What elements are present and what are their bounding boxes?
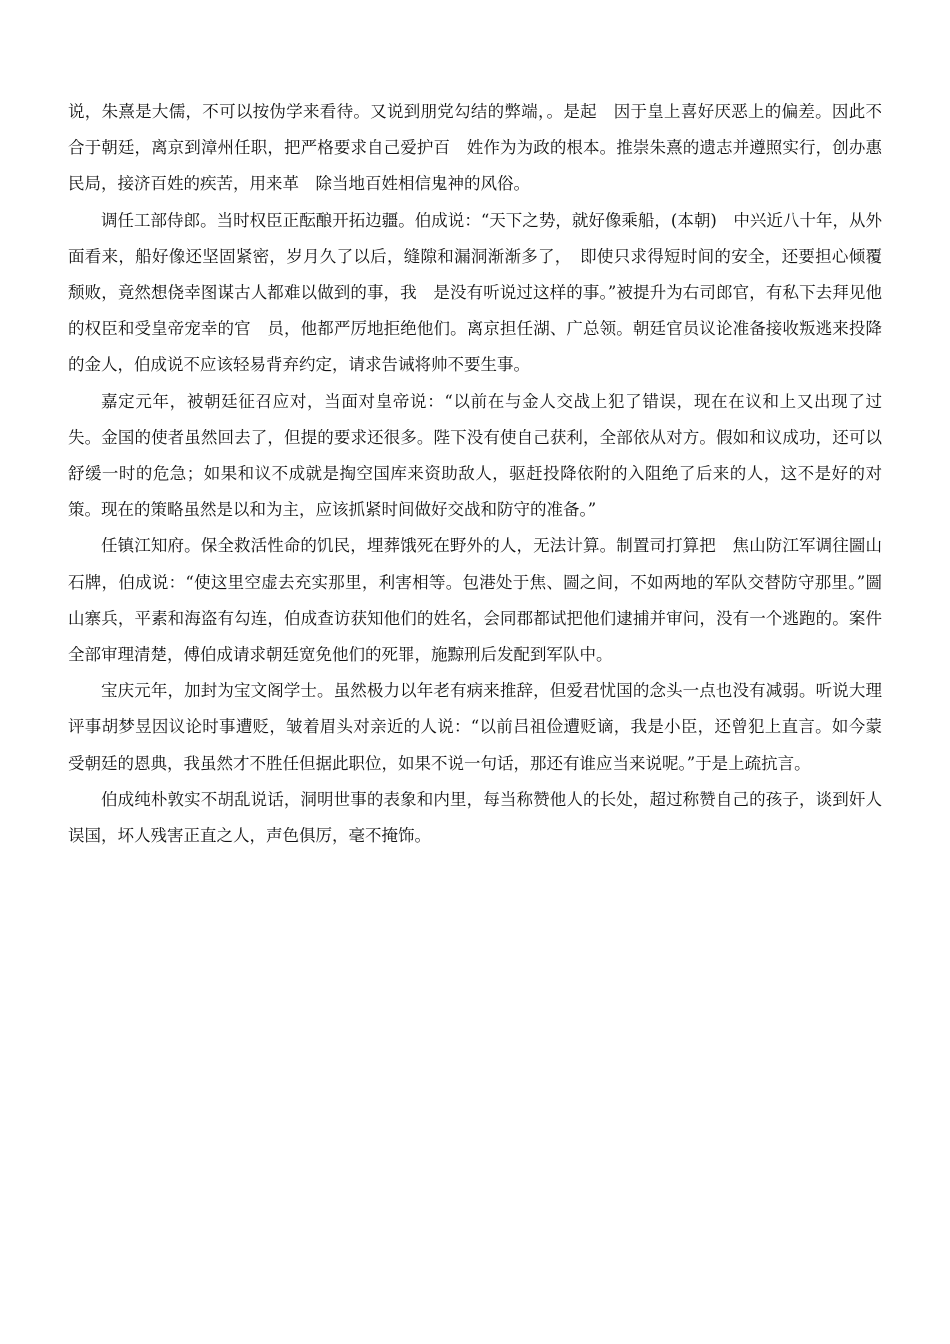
document-body — [68, 94, 882, 854]
paragraph: 调任工部侍郎。当时权臣正酝酿开拓边疆。伯成说：“天下之势，就好像乘船，(本朝) 中兴近八十年，从外面看来，船好像还坚固紧密，岁月久了以后，缝隙和漏洞渐渐多了， 即使只求得短时间的安全，还要担心倾覆颓败，竟然想侥幸图谋古人都难以做到的事，我 是没有听说过这样的事。”被提升为右司郎官，有私下去拜见他的权臣和受皇帝宠幸的官 员，他都严厉地拒绝他们。离京担任湖、广总领。朝廷官员议论准备接收叛逃来投降的金人，伯成说不应该轻易背弃约定，请求告诫将帅不要生事。 — [68, 210, 882, 375]
paragraph: 说，朱熹是大儒，不可以按伪学来看待。又说到朋党勾结的弊端，。是起 因于皇上喜好厌恶上的偏差。因此不合于朝廷，离京到漳州任职，把严格要求自己爱护百 姓作为为政的根本。推崇朱熹的遗志并遵照实行，创办惠民局，接济百姓的疾苦，用来革 除当地百姓相信鬼神的风俗。 — [68, 102, 882, 194]
paragraph: 嘉定元年，被朝廷征召应对，当面对皇帝说：“以前在与金人交战上犯了错误，现在在议和上又出现了过失。金国的使者虽然回去了，但提的要求还很多。陛下没有使自己获利，全部依从对方。假如和议成功，还可以舒缓一时的危急；如果和议不成就是掏空国库来资助敌人，驱赶投降依附的入阻绝了后来的人，这不是好的对策。现在的策略虽然是以和为主，应该抓紧时间做好交战和防守的准备。” — [68, 391, 882, 520]
paragraph: 任镇江知府。保全救活性命的饥民，埋葬饿死在野外的人，无法计算。制置司打算把 焦山防江军调往圌山石牌，伯成说：“使这里空虚去充实那里，利害相等。包港处于焦、圌之间，不如两地的军队交替防守那里。”圌山寨兵，平素和海盗有勾连，伯成查访获知他们的姓名，会同郡都试把他们逮捕并审问，没有一个逃跑的。案件全部审理清楚，傅伯成请求朝廷宽免他们的死罪，施黥刑后发配到军队中。 — [68, 536, 882, 665]
paragraph: 伯成纯朴敦实不胡乱说话，洞明世事的表象和内里，每当称赞他人的长处，超过称赞自己的孩子，谈到奸人误国，坏人残害正直之人，声色俱厉，毫不掩饰。 — [68, 789, 882, 846]
paragraph: 宝庆元年，加封为宝文阁学士。虽然极力以年老有病来推辞，但爱君忧国的念头一点也没有减弱。听说大理评事胡梦昱因议论时事遭贬，皱着眉头对亲近的人说：“以前吕祖俭遭贬谪，我是小臣，还曾犯上直言。如今蒙受朝廷的恩典，我虽然才不胜任但据此职位，如果不说一句话，那还有谁应当来说呢。”于是上疏抗言。 — [68, 681, 882, 773]
